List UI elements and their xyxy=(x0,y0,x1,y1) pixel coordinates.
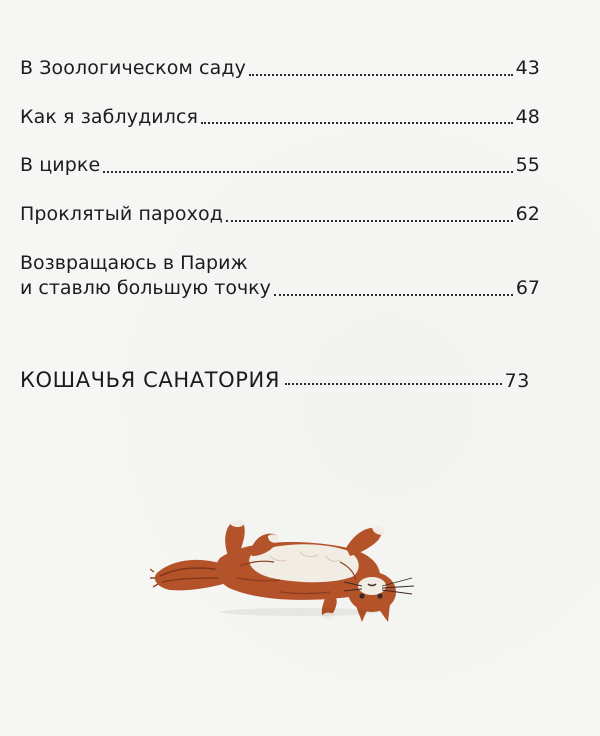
dot-leader xyxy=(226,220,513,222)
section-page: 73 xyxy=(504,370,530,392)
toc-entry-page: 48 xyxy=(515,105,540,128)
toc-entry-page: 67 xyxy=(515,277,540,300)
table-of-contents xyxy=(20,56,540,325)
dot-leader xyxy=(201,122,513,124)
toc-entry-paris[interactable] xyxy=(20,251,540,302)
toc-entry-title: В Зоологическом саду xyxy=(20,57,246,79)
dot-leader xyxy=(103,171,512,173)
dot-leader xyxy=(285,383,502,385)
dot-leader xyxy=(274,294,513,296)
toc-entry-steamer[interactable] xyxy=(20,202,540,228)
toc-entry-zoo[interactable] xyxy=(20,56,540,82)
toc-entry-title-line2: и ставлю большую точку xyxy=(20,277,271,300)
toc-entry-circus[interactable] xyxy=(20,153,540,179)
toc-entry-page: 43 xyxy=(515,57,540,79)
toc-entry-page: 55 xyxy=(515,154,540,177)
cat-lying-on-back-illustration xyxy=(150,512,440,632)
toc-entry-page: 62 xyxy=(515,202,540,225)
dot-leader xyxy=(249,74,513,76)
toc-entry-lost[interactable] xyxy=(20,105,540,131)
toc-section-sanatorium[interactable] xyxy=(20,368,530,392)
toc-entry-title-line1: Возвращаюсь в Париж xyxy=(20,251,248,274)
toc-entry-title: Как я заблудился xyxy=(20,105,199,128)
section-title: КОШАЧЬЯ САНАТОРИЯ xyxy=(20,368,281,392)
toc-entry-title: Проклятый пароход xyxy=(20,202,223,225)
toc-entry-title: В цирке xyxy=(20,154,101,177)
